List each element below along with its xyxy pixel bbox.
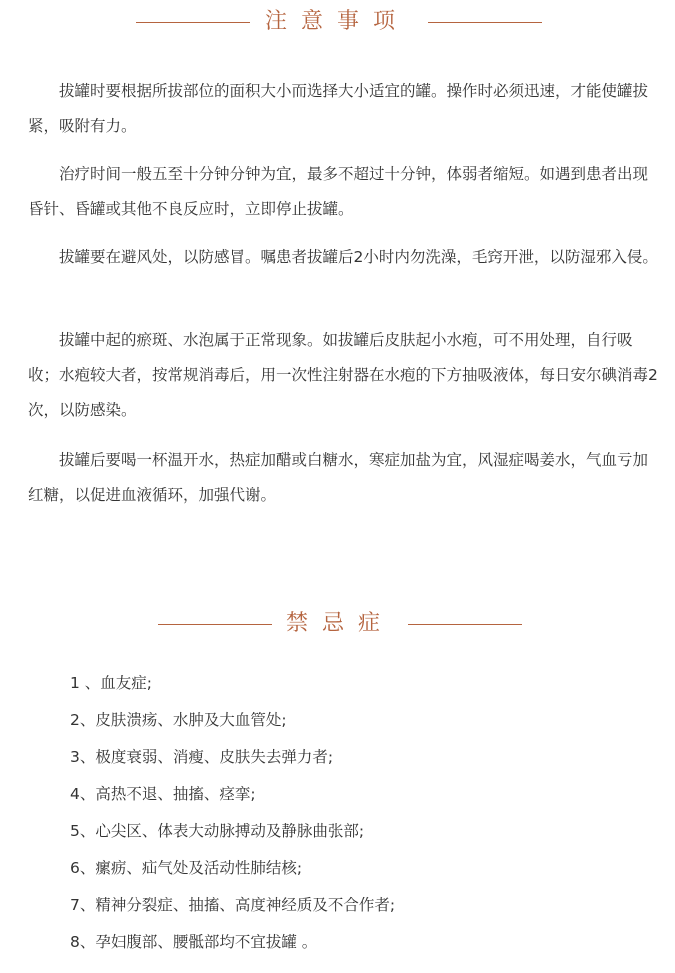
header-divider-right	[428, 22, 542, 23]
precautions-title: 注意事项	[265, 9, 410, 34]
header-divider-left	[158, 624, 272, 625]
precaution-paragraph: 拔罐后要喝一杯温开水，热症加醋或白糖水，寒症加盐为宜，风湿症喝姜水，气血亏加红糖，以促进血液循环，加强代谢。	[28, 451, 649, 504]
list-item: 1 、血友症;	[70, 674, 153, 692]
list-item: 4、高热不退、抽搐、痉挛;	[70, 785, 256, 803]
precautions-header	[0, 2, 675, 42]
header-divider-left	[136, 22, 250, 23]
list-item: 8、孕妇腹部、腰骶部均不宜拔罐 。	[70, 933, 318, 951]
list-item: 6、瘰疬、疝气处及活动性肺结核;	[70, 859, 303, 877]
contraindications-header	[0, 604, 675, 644]
list-item: 2、皮肤溃疡、水肿及大血管处;	[70, 711, 287, 729]
contraindications-title: 禁忌症	[286, 611, 395, 636]
precaution-paragraph: 治疗时间一般五至十分钟分钟为宜，最多不超过十分钟，体弱者缩短。如遇到患者出现昏针、昏罐或其他不良反应时，立即停止拔罐。	[28, 165, 649, 218]
precaution-paragraph: 拔罐中起的瘀斑、水泡属于正常现象。如拔罐后皮肤起小水疱，可不用处理，自行吸收；水疱较大者，按常规消毒后，用一次性注射器在水疱的下方抽吸液体，每日安尔碘消毒2次，以防感染。	[28, 331, 658, 419]
list-item: 5、心尖区、体表大动脉搏动及静脉曲张部;	[70, 822, 365, 840]
contraindications-list	[70, 665, 395, 961]
precaution-paragraph: 拔罐要在避风处，以防感冒。嘱患者拔罐后2小时内勿洗澡，毛窍开泄，以防湿邪入侵。	[59, 248, 658, 266]
list-item: 7、精神分裂症、抽搐、高度神经质及不合作者;	[70, 896, 396, 914]
precaution-paragraph: 拔罐时要根据所拔部位的面积大小而选择大小适宜的罐。操作时必须迅速，才能使罐拔紧，吸附有力。	[28, 82, 649, 135]
list-item: 3、极度衰弱、消瘦、皮肤失去弹力者;	[70, 748, 334, 766]
header-divider-right	[408, 624, 522, 625]
